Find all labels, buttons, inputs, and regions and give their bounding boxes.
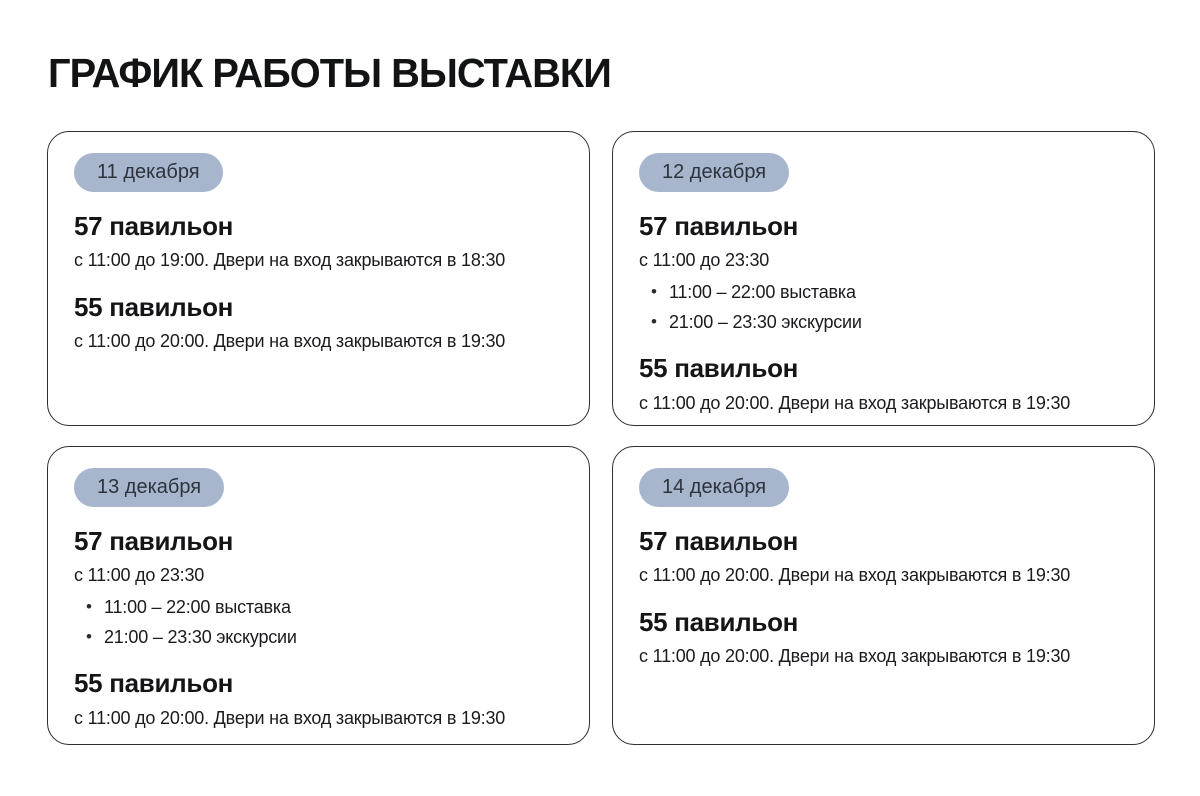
schedule-page (0, 52, 1200, 796)
pavilion-57-hours: с 11:00 до 19:00. Двери на вход закрываются в 18:30 (74, 250, 506, 271)
pavilion-57-title: 57 павильон (639, 211, 799, 242)
cards-grid (47, 131, 1155, 745)
pavilion-55-title: 55 павильон (639, 606, 799, 637)
pavilion-57-schedule-list (74, 596, 563, 650)
schedule-list-item: • 11:00 – 22:00 выставка (74, 596, 563, 619)
pavilion-57-schedule-list (639, 281, 1128, 335)
schedule-card-dec-12 (612, 131, 1155, 426)
pavilion-57-title: 57 павильон (74, 211, 234, 242)
schedule-list-item: • 11:00 – 22:00 выставка (639, 281, 1128, 304)
pavilion-55-hours: с 11:00 до 20:00. Двери на вход закрываются в 19:30 (74, 707, 506, 728)
schedule-card-dec-13 (47, 446, 590, 745)
date-badge: 14 декабря (639, 468, 789, 507)
pavilion-57-title: 57 павильон (74, 526, 234, 557)
date-badge: 13 декабря (74, 468, 224, 507)
pavilion-57-title: 57 павильон (639, 526, 799, 557)
pavilion-55-hours: с 11:00 до 20:00. Двери на вход закрываются в 19:30 (74, 330, 506, 351)
pavilion-55-hours: с 11:00 до 20:00. Двери на вход закрываются в 19:30 (639, 645, 1071, 666)
schedule-list-item: • 21:00 – 23:30 экскурсии (74, 626, 563, 649)
pavilion-55-hours: с 11:00 до 20:00. Двери на вход закрываются в 19:30 (639, 392, 1071, 413)
pavilion-57-hours: с 11:00 до 23:30 (74, 565, 205, 586)
date-badge: 12 декабря (639, 153, 789, 192)
pavilion-57-hours: с 11:00 до 20:00. Двери на вход закрываются в 19:30 (639, 565, 1071, 586)
schedule-list-item: • 21:00 – 23:30 экскурсии (639, 311, 1128, 334)
date-badge: 11 декабря (74, 153, 223, 192)
page-title: ГРАФИК РАБОТЫ ВЫСТАВКИ (48, 50, 611, 96)
pavilion-55-title: 55 павильон (74, 668, 234, 699)
schedule-card-dec-11 (47, 131, 590, 426)
pavilion-55-title: 55 павильон (639, 353, 799, 384)
pavilion-57-hours: с 11:00 до 23:30 (639, 250, 770, 271)
pavilion-55-title: 55 павильон (74, 291, 234, 322)
schedule-card-dec-14 (612, 446, 1155, 745)
